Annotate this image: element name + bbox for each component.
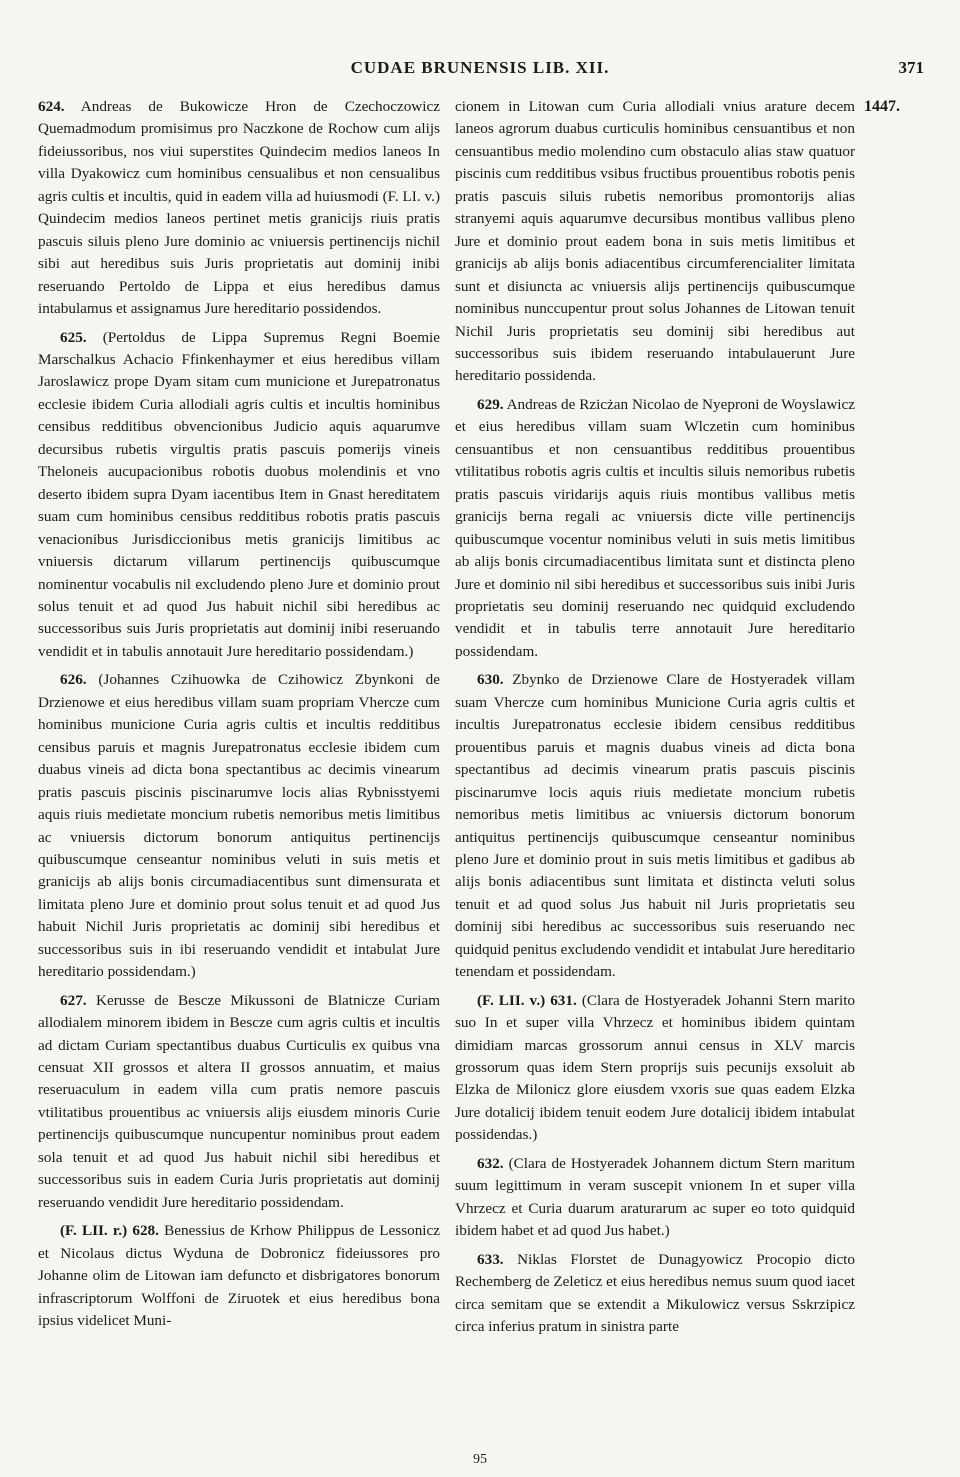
- entry-633: [455, 1249, 855, 1339]
- entry-text: (Clara de Hostyeradek Johannem dictum Stern maritum suum legittimum in veram suscepit vnionem In et super villa Vhrzecz et Curia duarum araturarum ac super eo toto quidquid ibidem habet et ad quod Jus habet.): [455, 1154, 855, 1240]
- entry-text: cionem in Litowan cum Curia allodiali vnius arature decem laneos agrorum duabus curticulis hominibus censuantibus et non censuantibus medio molendino cum obstaculo alias staw quatuor piscinis cum redditibus vsibus fructibus prouentibus robotis penis pratis pascuis siluis rubetis nemoribus promontorijs alias stranyemi aquis aquarumve decursibus montibus vallibus pleno Jure et dominio prout eadem bona in suis metis limitibus et granicijs ab alijs bonis adiacentibus circumferencialiter limitata sunt et disiuncta ac vniuersis alijs pertinencijs quibuscumque nominibus nunccupentur prout solus Johannes de Litowan tenuit Nichil Juris proprietatis seu dominij sibi heredibus aut successoribus suis ibidem reseruando intabulauerunt Jure hereditario possidenda.: [455, 98, 855, 385]
- entry-630: [455, 669, 855, 983]
- entry-number: 629.: [477, 395, 504, 413]
- entry-626: [38, 669, 440, 983]
- entry-text: (Clara de Hostyeradek Johanni Stern marito suo In et super villa Vhrzecz et hominibus ibidem quintam dimidiam marcas grossorum annui census in XLV marcis grossorum quas idem Stern proprijs suis pecunijs exsoluit ab Elzka de Milonicz glore eiusdem vxoris sue quas eadem Elzka Jure dotalicij ibidem tenuit eodem Jure dotalicij ibidem intabulat possidendas.): [455, 991, 856, 1144]
- entry-624: [38, 96, 440, 321]
- entry-632: [455, 1153, 855, 1243]
- entry-625: [38, 327, 440, 664]
- entry-text: Andreas de Rzicżan Nicolao de Nyeproni de Woyslawicz et eius heredibus villam suam Wlczetin cum hominibus censuantibus et non censuantibus redditibus prouentibus vtilitatibus robotis agris cultis et incultis siluis nemoribus rubetis pratis pascuis viridarijs aquis riuis montibus vallibus metis granicijs berna regali ac vniuersis dicte ville pertinencijs quibuscumque vocentur nominibus veluti in suis metis limitibus ab alijs bonis circumadiacentibus limitata sunt et distincta pleno Jure et dominio nil sibi heredibus et successoribus suis inibi Juris proprietatis seu dominij reseruando nec quidquid excludendo vendidit et in tabulis terre annotauit Jure hereditario possidendam.: [455, 395, 855, 660]
- entry-number: 633.: [477, 1250, 504, 1268]
- entry-number: 630.: [477, 671, 504, 689]
- page-header: [36, 58, 924, 88]
- entry-text: (Pertoldus de Lippa Supremus Regni Boemie Marschalkus Achacio Ffinkenhaymer et eius heredibus villam Jaroslawicz prope Dyam sitam cum municione et Jurepatronatus ecclesie ibidem Curia allodiali agris cultis et incultis hominibus censibus redditibus obvencionibus Judicio aquis aquarumve decursibus rubetis virgultis pratis pascuis pomerijs vineis Theloneis aucupacionibus robotis duobus molendinis et vno deserto ibidem supra Dyam iacentibus Item in Gnast hereditatem suam cum hominibus censibus redditibus robotis pratis pascuis venacionibus Jurisdiccionibus metis granicijs limitibus ac vniuersis dictarum villarum pertinencijs quibuscumque nominentur vocabulis nil excludendo pleno Jure et dominio prout solus tenuit et ad quod Jus habuit nichil sibi heredibus ac successoribus suis Juris proprietatis aut dominij inibi reseruando vendidit et in tabulis annotauit Jure hereditario possidendam.): [38, 328, 441, 660]
- entry-text: Benessius de Krhow Philippus de Lessonicz et Nicolaus dictus Wyduna de Dobronicz fideiussores pro Johanne olim de Litowan iam defuncto et disbrigatores bonorum infrascriptorum Wolffoni de Ziruotek et eius heredibus bona ipsius videlicet Muni-: [38, 1222, 441, 1330]
- entry-number: 625.: [60, 328, 87, 346]
- right-column: [455, 96, 855, 1344]
- entry-text: (Johannes Czihuowka de Czihowicz Zbynkoni de Drzienowe et eius heredibus villam suam propriam Vhercze cum hominibus municione Curia agris cultis et incultis redditibus censibus paruis et magnis Jurepatronatus ecclesie ibidem cum duabus vineis ad dicta bona spectantibus ac decimis vinearum pratis pascuis piscinis piscinarumve locis alias Rybnisstyemi aquis riuis medietate moncium rubetis nemoribus metis limitibus ac vniuersis dictorum bonorum antiquitus pertinencijs quibuscumque censeantur nominibus veluti in suis metis et granicijs ab alijs bonis circumadiacentibus sunt dimensurata et limitata pleno Jure et dominio prout solus tenuit et ad quod Jus habuit Nichil Juris proprietatis ac dominij sibi heredibus et successoribus suis in ibi reseruando vendidit et intabulat Jure hereditario possidendam.): [38, 671, 440, 981]
- entry-number: 632.: [477, 1154, 504, 1172]
- entry-629: [455, 394, 855, 663]
- entry-text: Niklas Florstet de Dunagyowicz Procopio dicto Rechemberg de Zeleticz et eius heredibus nemus suum quod iacet circa semitam que se extendit a Mikulowicz versus Sskrzipicz circa inferius pratum in sinistra parte: [455, 1250, 855, 1336]
- entry-text: Kerusse de Bescze Mikussoni de Blatnicze Curiam allodialem minorem ibidem in Bescze cum agris cultis et incultis ad dictam Curiam spectantibus duabus Curticulis ex quibus vna censuat XII grossos et altera II grossos annuatim, et maius reseruaculum in eadem villa cum pratis nemore pascuis vtilitatibus prouentibus ac vniuersis alijs eiusdem minoris Curie pertinencijs quibuscumque nuncupentur nominibus prout eadem sola tenuit et ad quod Jus habuit nichil sibi heredibus et successoribus suis in eadem Curia Juris proprietatis aut dominij reseruando vendidit Jure hereditario possidendam.: [38, 991, 441, 1211]
- entry-number: (F. LII. r.) 628.: [60, 1222, 159, 1240]
- signature-mark: 95: [473, 1452, 487, 1467]
- entry-631: [455, 990, 855, 1147]
- entry-number: 626.: [60, 671, 87, 689]
- left-column: [38, 96, 440, 1338]
- entry-text: Andreas de Bukowicze Hron de Czechoczowicz Quemadmodum promisimus pro Naczkone de Rochow cum alijs fideiussoribus, nos viui superstites Quindecim medios laneos In villa Dyakowicz cum hominibus censualibus et non censualibus agris cultis et incultis, quid in eadem villa ad huiusmodi (F. LI. v.) Quindecim medios laneos pertinet metis granicijs riuis pratis pascuis siluis pleno Jure dominio ac vniuersis pertinencijs nichil sibi aut heredibus suis Juris proprietatis aut dominij inibi reseruando Pertoldo de Lippa et eius heredibus damus intabulamus et assignamus Jure hereditario possidendos.: [38, 98, 440, 318]
- margin-year: 1447.: [864, 98, 900, 115]
- entry-text: Zbynko de Drzienowe Clare de Hostyeradek villam suam Vhercze cum hominibus Municione Curia agris cultis et incultis Jurepatronatus ecclesie ibidem censibus redditibus prouentibus paruis et magnis duabus vineis ad dicta bona spectantibus ad decimis vinearum pratis pascuis piscinis piscinarumve locis aquis riuis medietate moncium rubetis nemoribus metis limitibus ac vniuersis dictorum bonorum antiquitus pertinencijs quibuscumque censeantur nominibus pleno Jure et dominio prout in suis metis limitibus et gadibus ab alijs bonis adiacentibus sunt limitata et distincta veluti solus tenuit et ad quod solus Jus habuit nil Juris proprietatis seu dominij sibi heredibus ac successoribus suis reseruando nec quidquid penitus excludendo vendidit et intabulat Jure hereditario tenendam et possidendam.: [455, 671, 855, 981]
- page-number: 371: [898, 58, 924, 77]
- running-title: CUDAE BRUNENSIS LIB. XII.: [350, 58, 610, 77]
- entry-number: (F. LII. v.) 631.: [477, 991, 577, 1009]
- entry-628-continued: [455, 96, 855, 388]
- entry-number: 624.: [38, 98, 65, 115]
- entry-628: [38, 1220, 440, 1332]
- entry-627: [38, 990, 440, 1215]
- entry-number: 627.: [60, 991, 87, 1009]
